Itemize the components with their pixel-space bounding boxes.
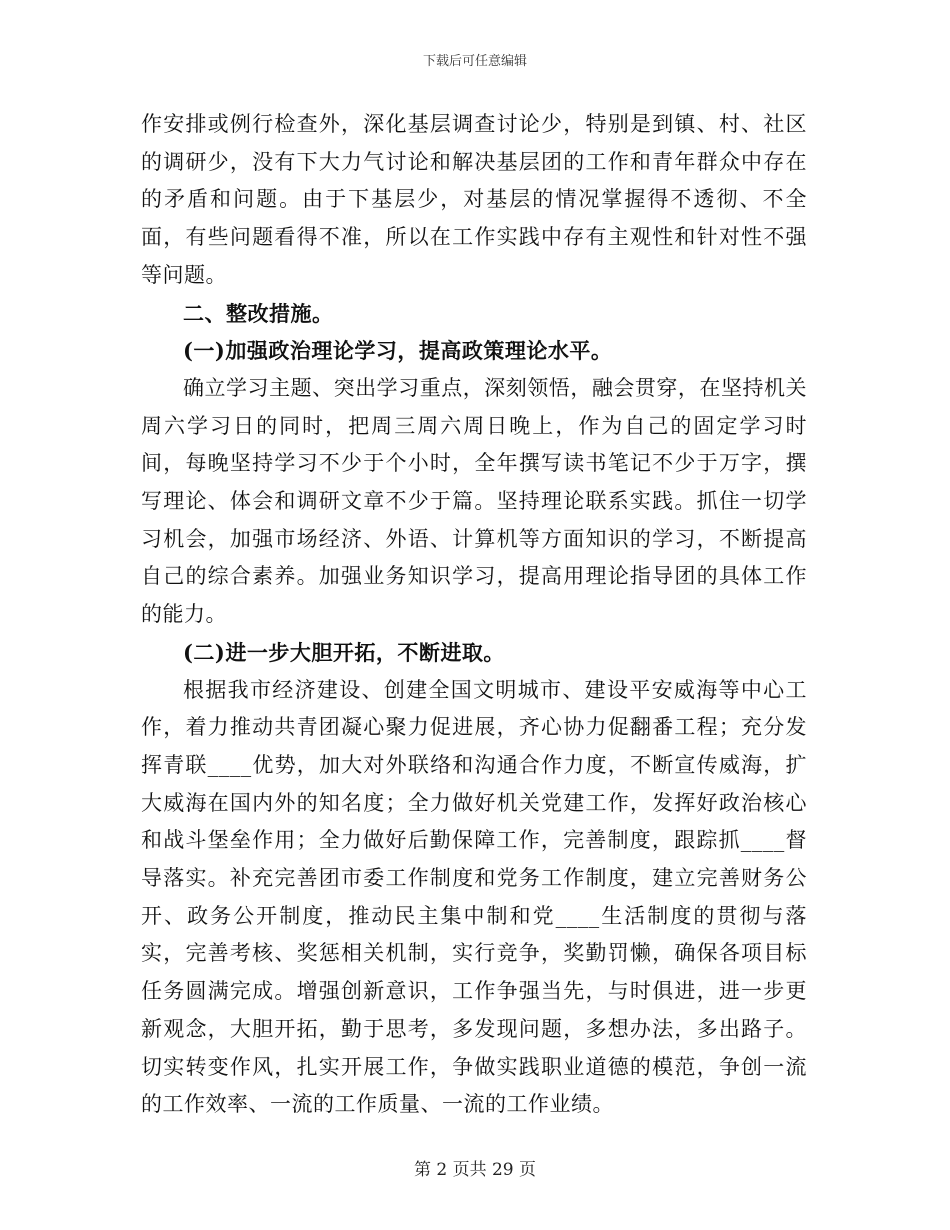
page-number-footer: 第 2 页共 29 页 [413, 1160, 537, 1180]
subsection-heading-theory-study: (一)加强政治理论学习，提高政策理论水平。 [183, 338, 613, 364]
subsection-heading-pioneering: (二)进一步大胆开拓，不断进取。 [183, 639, 505, 665]
paragraph-pioneering: 根据我市经济建设、创建全国文明城市、建设平安威海等中心工作，着力推动共青团凝心聚力促进展，齐心协力促翻番工程；充分发挥青联____优势，加大对外联络和沟通合作力度，不断宣传威海，扩大威海在国内外的知名度；全力做好机关党建工作，发挥好政治核心和战斗堡垒作用；全力做好后勤保障工作，完善制度，跟踪抓____督导落实。补充完善团市委工作制度和党务工作制度，建立完善财务公开、政务公开制度，推动民主集中制和党____生活制度的贯彻与落实，完善考核、奖惩相关机制，实行竞争，奖勤罚懒，确保各项目标任务圆满完成。增强创新意识，工作争强当先，与时俱进，进一步更新观念，大胆开拓，勤于思考，多发现问题，多想办法，多出路子。切实转变作风，扎实开展工作，争做实践职业道德的模范，争创一流的工作效率、一流的工作质量、一流的工作业绩。 [141, 677, 807, 1117]
section-heading-rectification: 二、整改措施。 [183, 300, 334, 326]
document-body [141, 106, 807, 1124]
page-header: 下载后可任意编辑 [422, 54, 527, 69]
paragraph-theory-study: 确立学习主题、突出学习重点，深刻领悟，融会贯穿，在坚持机关周六学习日的同时，把周三周六周日晚上，作为自己的固定学习时间，每晚坚持学习不少于个小时，全年撰写读书笔记不少于万字，撰写理论、体会和调研文章不少于篇。坚持理论联系实践。抓住一切学习机会，加强市场经济、外语、计算机等方面知识的学习，不断提高自己的综合素养。加强业务知识学习，提高用理论指导团的具体工作的能力。 [141, 375, 807, 627]
paragraph-continuation: 作安排或例行检查外，深化基层调查讨论少，特别是到镇、村、社区的调研少，没有下大力气讨论和解决基层团的工作和青年群众中存在的矛盾和问题。由于下基层少，对基层的情况掌握得不透彻、不全面，有些问题看得不准，所以在工作实践中存有主观性和针对性不强等问题。 [141, 112, 807, 287]
